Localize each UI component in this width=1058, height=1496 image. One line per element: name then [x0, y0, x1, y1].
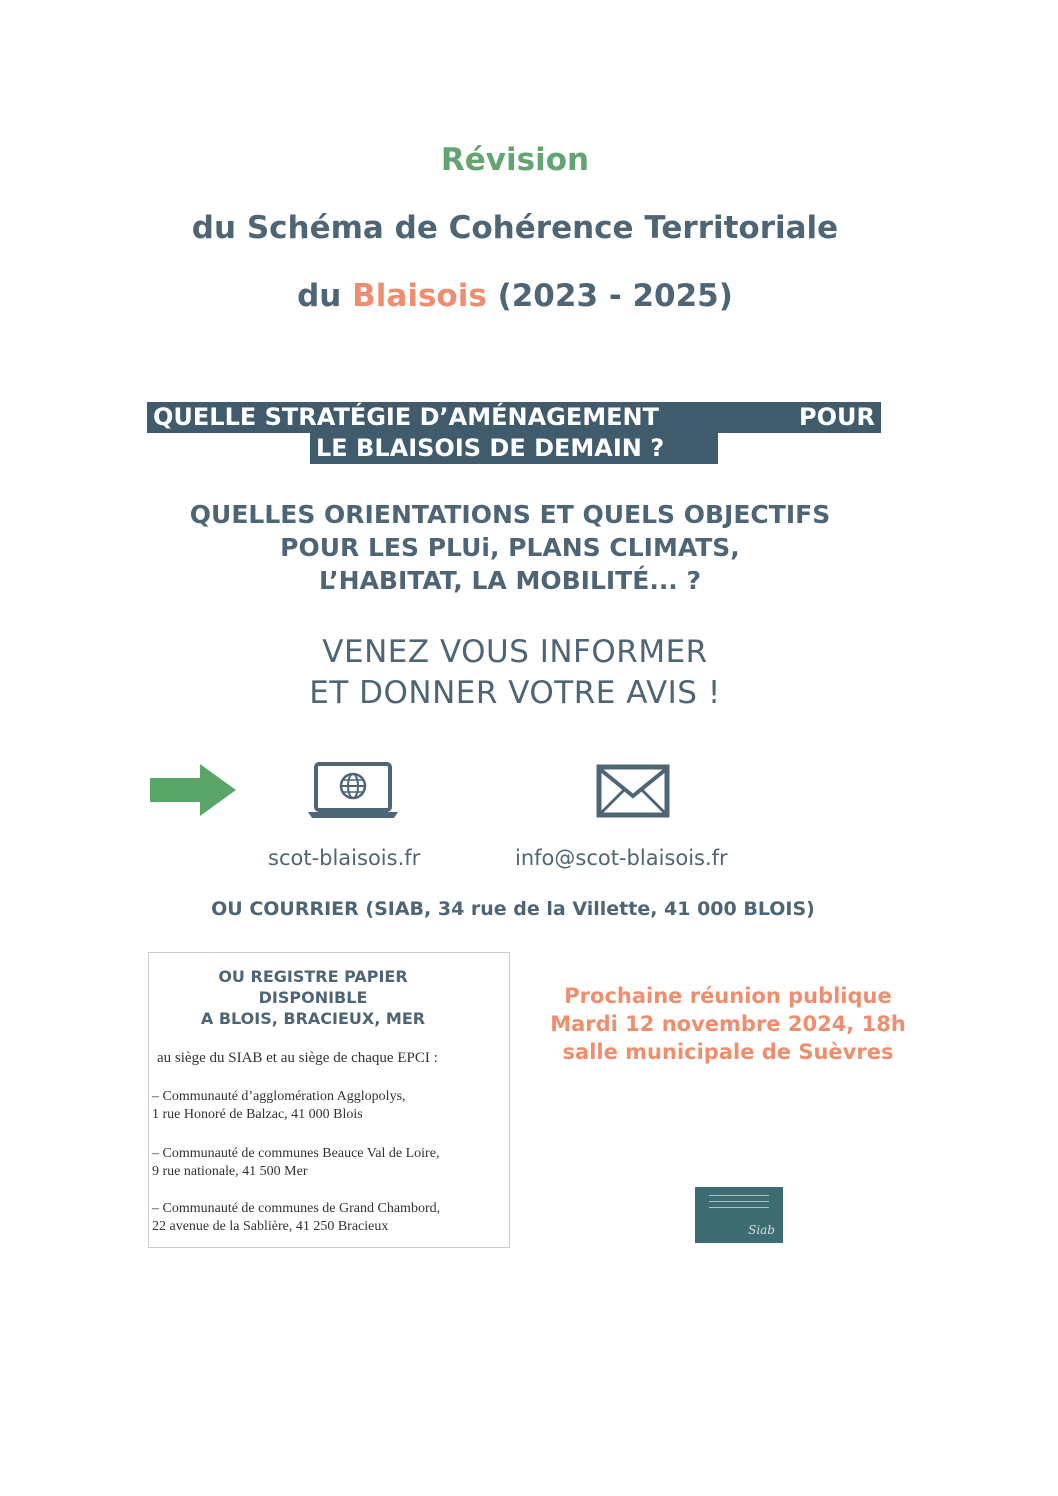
strategy-band-text: QUELLE STRATÉGIE D’AMÉNAGEMENT — [153, 403, 659, 431]
title-prefix: du — [297, 278, 353, 314]
address-line: 22 avenue de la Sablière, 41 250 Bracieux — [152, 1219, 389, 1234]
address-line: 1 rue Honoré de Balzac, 41 000 Blois — [152, 1107, 363, 1122]
postal-address: OU COURRIER (SIAB, 34 rue de la Villette, 41 000 BLOIS) — [211, 898, 815, 920]
laptop-globe-icon[interactable] — [306, 760, 400, 822]
call-to-action — [0, 632, 1030, 714]
address-agglopolys — [152, 1088, 406, 1124]
registre-intro: au siège du SIAB et au siège de chaque EPCI : — [157, 1050, 438, 1066]
title-schema: du Schéma de Cohérence Territoriale — [191, 210, 839, 246]
registre-title-line: A BLOIS, BRACIEUX, MER — [200, 1009, 426, 1028]
address-line: 9 rue nationale, 41 500 Mer — [152, 1164, 308, 1179]
logo-text: Siab — [748, 1223, 775, 1237]
email-link[interactable]: info@scot-blaisois.fr — [515, 846, 728, 870]
address-line: – Communauté de communes de Grand Chambord, — [152, 1201, 441, 1216]
questions-block — [0, 498, 1020, 597]
strategy-band-line2: LE BLAISOIS DE DEMAIN ? — [310, 433, 718, 464]
registre-title — [148, 966, 478, 1029]
arrow-right-icon — [150, 764, 236, 816]
address-line: – Communauté de communes Beauce Val de Loire, — [152, 1146, 440, 1161]
title-accent: Blaisois — [352, 278, 487, 314]
public-meeting — [508, 982, 948, 1066]
question-line: POUR LES PLUi, PLANS CLIMATS, — [280, 533, 740, 562]
call-line: ET DONNER VOTRE AVIS ! — [309, 675, 721, 711]
strategy-band-pour: POUR — [799, 403, 875, 431]
question-line: L’HABITAT, LA MOBILITÉ... ? — [318, 566, 702, 595]
registre-title-line: DISPONIBLE — [258, 988, 368, 1007]
address-line: – Communauté d’agglomération Agglopolys, — [152, 1089, 406, 1104]
meeting-line: salle municipale de Suèvres — [562, 1040, 894, 1064]
registre-title-line: OU REGISTRE PAPIER — [218, 967, 408, 986]
siab-logo — [695, 1187, 783, 1243]
title-revision: Révision — [440, 142, 590, 178]
logo-lines — [709, 1195, 769, 1213]
address-grand-chambord — [152, 1200, 440, 1236]
meeting-line: Mardi 12 novembre 2024, 18h — [550, 1012, 906, 1036]
website-link[interactable]: scot-blaisois.fr — [268, 846, 421, 870]
question-line: QUELLES ORIENTATIONS ET QUELS OBJECTIFS — [189, 500, 831, 529]
envelope-icon[interactable] — [596, 764, 670, 818]
call-line: VENEZ VOUS INFORMER — [322, 634, 708, 670]
meeting-line: Prochaine réunion publique — [564, 984, 892, 1008]
title-suffix: (2023 - 2025) — [486, 278, 733, 314]
address-beauce-val-de-loire — [152, 1145, 439, 1181]
strategy-band-line1 — [147, 402, 881, 433]
title-blaisois — [0, 278, 1030, 314]
